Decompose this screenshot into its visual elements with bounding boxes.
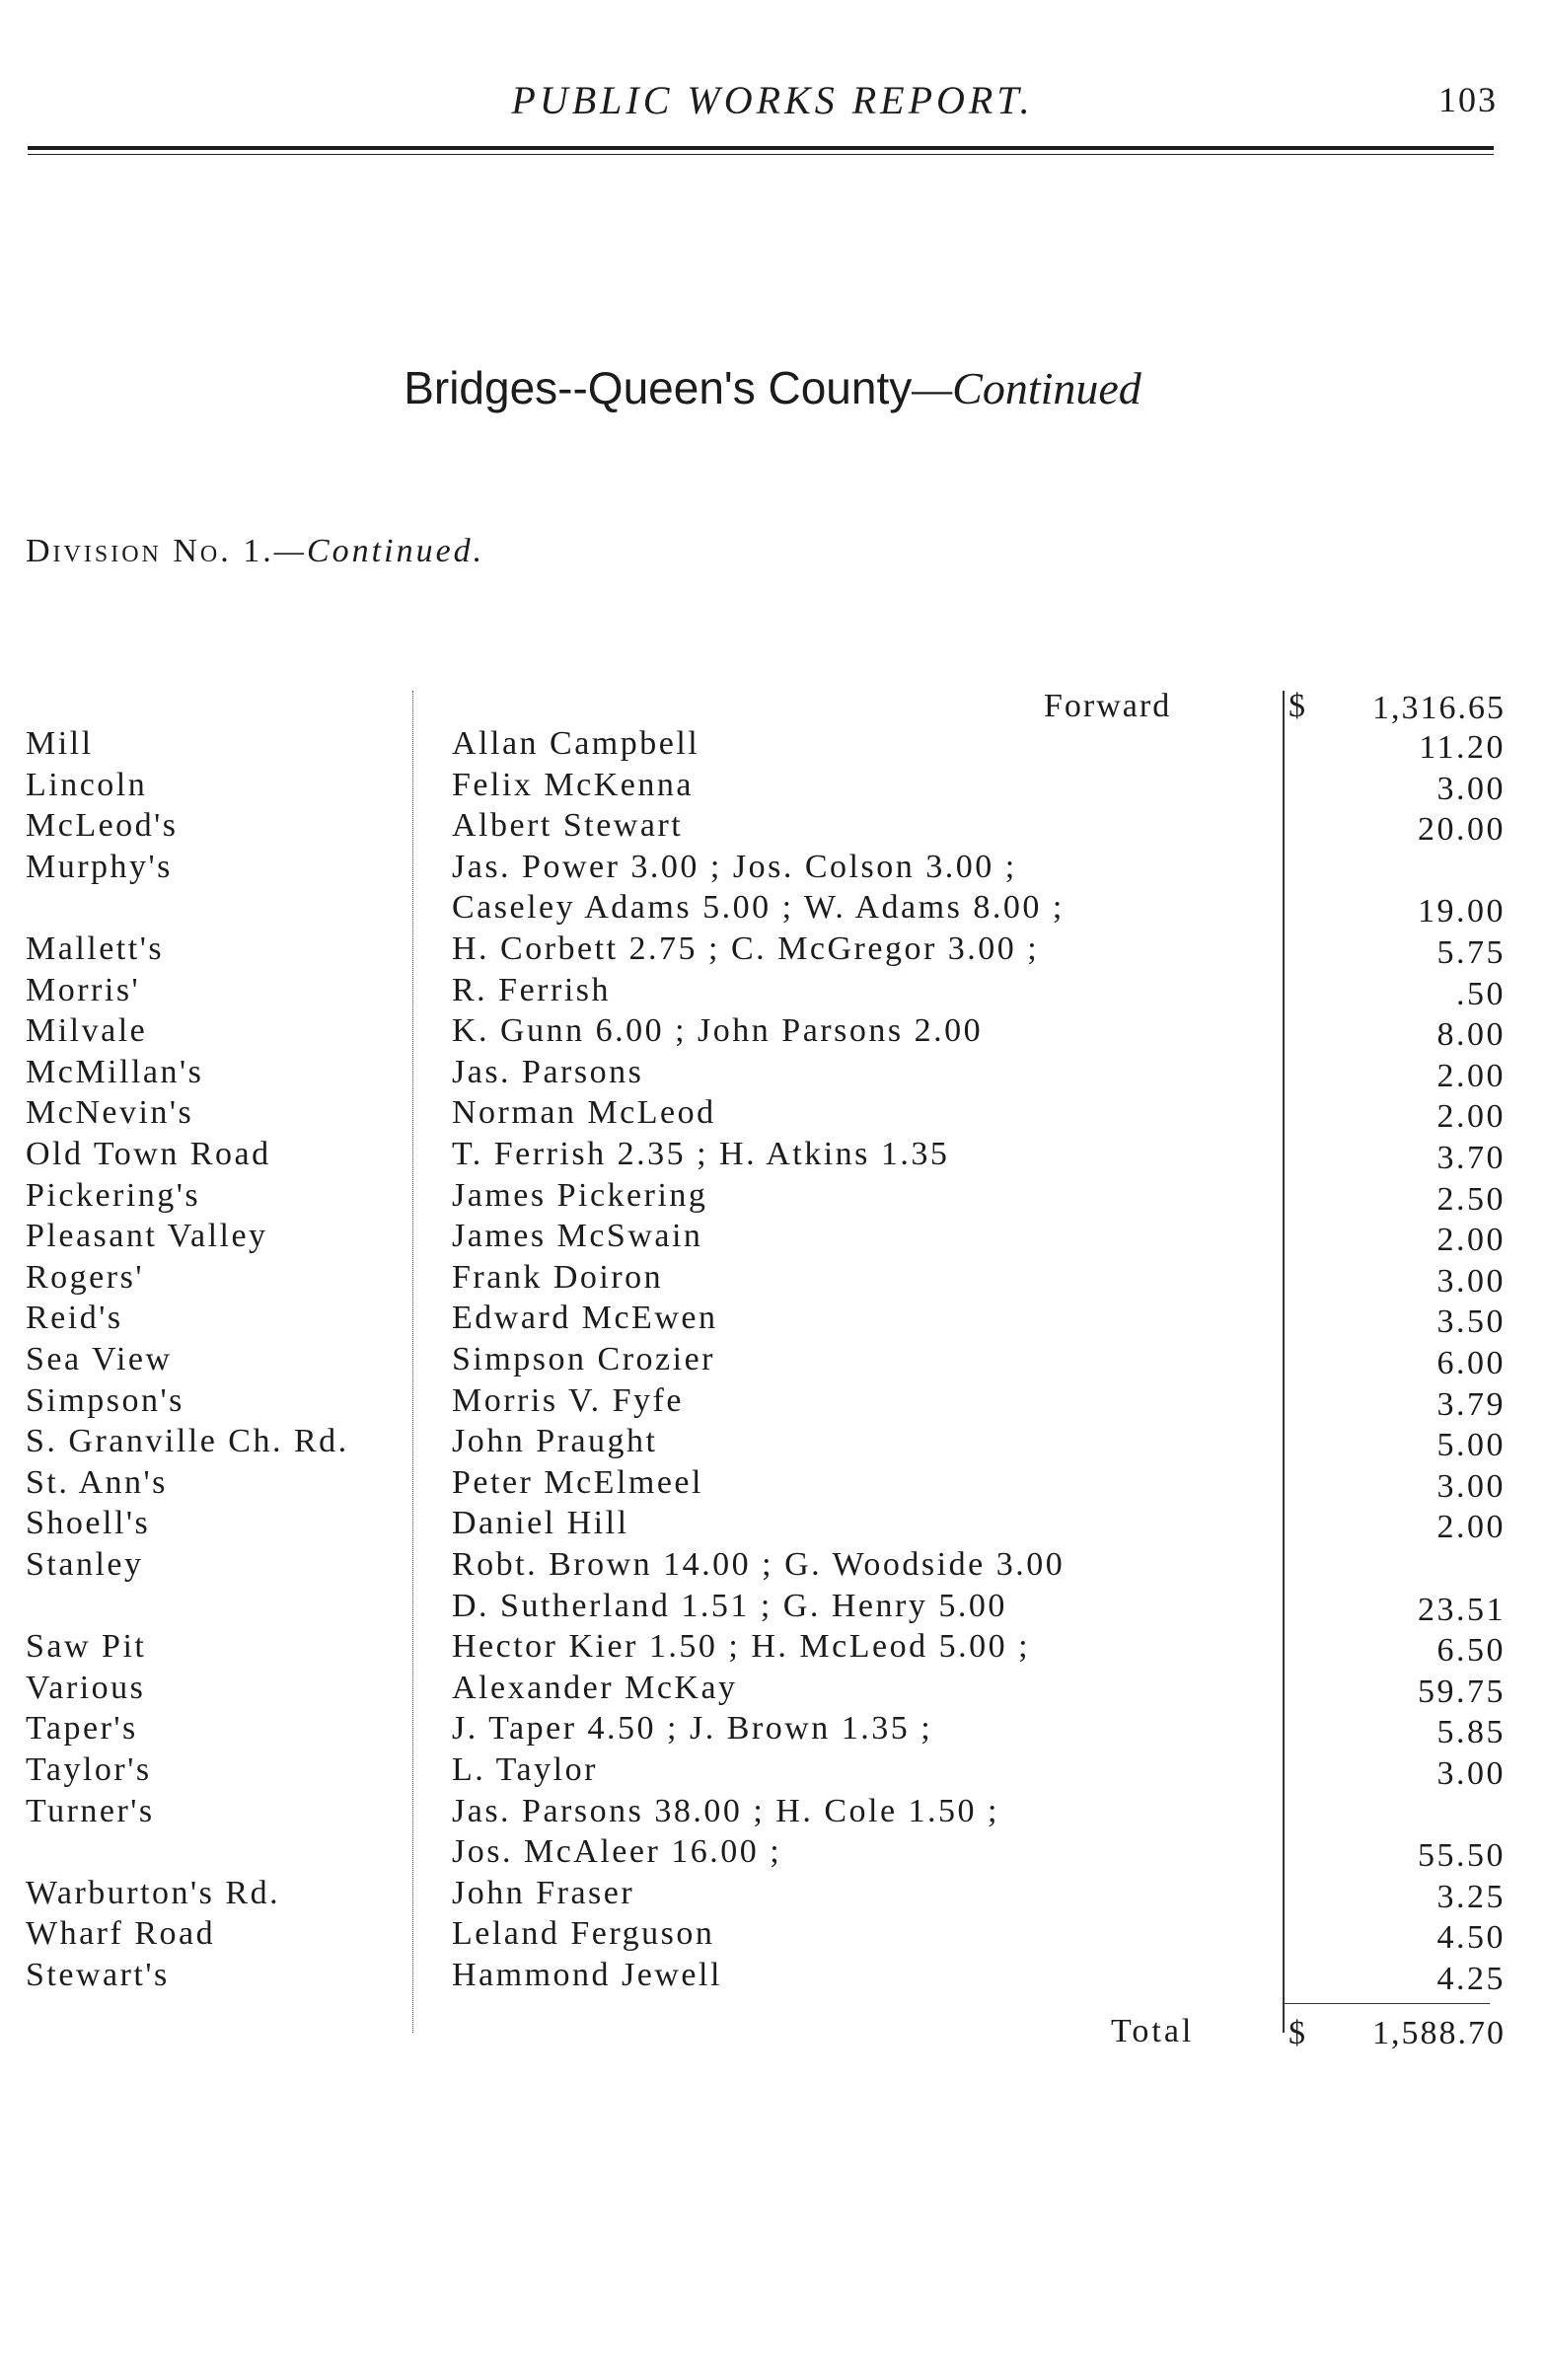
contractor-name: Robt. Brown 14.00 ; G. Woodside 3.00: [452, 1546, 1066, 1583]
bridge-name: Pleasant Valley: [26, 1218, 268, 1254]
bridge-name: Pickering's: [26, 1177, 201, 1214]
amount-value: 6.50: [1436, 1632, 1506, 1669]
contractor-name: Frank Doiron: [452, 1259, 664, 1296]
contractor-name: Felix McKenna: [452, 767, 694, 803]
contractor-name: Hector Kier 1.50 ; H. McLeod 5.00 ;: [452, 1628, 1031, 1665]
contractor-name: Daniel Hill: [452, 1505, 629, 1541]
contractor-name: John Praught: [452, 1423, 658, 1459]
amount-value: 23.51: [1418, 1592, 1506, 1628]
contractor-name: R. Ferrish: [452, 972, 611, 1008]
bridge-name: Morris': [26, 972, 141, 1008]
contractor-name: Hammond Jewell: [452, 1957, 722, 1993]
bridge-name: Saw Pit: [26, 1628, 147, 1665]
bridge-name: Turner's: [26, 1793, 155, 1829]
amount-column-divider: [1283, 691, 1285, 2033]
bridge-name: Milvale: [26, 1012, 148, 1049]
contractor-name: Jas. Parsons 38.00 ; H. Cole 1.50 ;: [452, 1793, 999, 1829]
bridge-name: Reid's: [26, 1300, 123, 1336]
bridge-name: Mallett's: [26, 930, 165, 967]
bridge-name: Taylor's: [26, 1751, 152, 1788]
forward-amount: 1,316.65: [1372, 690, 1506, 726]
contractor-name: Norman McLeod: [452, 1094, 716, 1131]
title-main: Bridges--Queen's County: [404, 362, 913, 413]
amount-value: 2.00: [1436, 1509, 1506, 1545]
bridge-name: Old Town Road: [26, 1136, 271, 1172]
amount-value: 2.50: [1436, 1181, 1506, 1218]
column-divider: [412, 691, 413, 2033]
amount-value: 5.75: [1436, 934, 1506, 971]
bridge-name: McNevin's: [26, 1094, 194, 1131]
bridge-name: Taper's: [26, 1710, 138, 1747]
amount-value: 4.50: [1436, 1919, 1506, 1956]
contractor-name: L. Taylor: [452, 1751, 598, 1788]
forward-label: Forward: [1044, 688, 1172, 724]
contractor-name: Jas. Parsons: [452, 1054, 644, 1090]
amount-value: 8.00: [1436, 1016, 1506, 1053]
bridge-name: Rogers': [26, 1259, 144, 1296]
contractor-name: Allan Campbell: [452, 725, 700, 762]
contractor-name: Simpson Crozier: [452, 1341, 715, 1377]
contractor-name: K. Gunn 6.00 ; John Parsons 2.00: [452, 1012, 984, 1049]
amount-value: 11.20: [1419, 729, 1506, 766]
amount-value: 19.00: [1418, 893, 1506, 930]
amount-value: 2.00: [1436, 1098, 1506, 1135]
forward-currency: $: [1288, 688, 1305, 724]
bridge-name: Wharf Road: [26, 1915, 216, 1952]
amount-value: 5.85: [1436, 1714, 1506, 1750]
amount-value: 3.79: [1436, 1386, 1506, 1423]
amount-value: 6.00: [1436, 1345, 1506, 1381]
total-rule: [1283, 2003, 1490, 2004]
total-currency: $: [1288, 2015, 1305, 2051]
title-continued: —Continued: [912, 363, 1141, 413]
amount-value: 3.00: [1436, 1468, 1506, 1505]
amount-value: .50: [1456, 976, 1506, 1012]
page-number: 103: [1438, 80, 1498, 119]
contractor-name: Morris V. Fyfe: [452, 1382, 684, 1419]
bridge-name: McMillan's: [26, 1054, 204, 1090]
bridge-name: Murphy's: [26, 849, 173, 885]
contractor-name: H. Corbett 2.75 ; C. McGregor 3.00 ;: [452, 930, 1040, 967]
bridge-name: Mill: [26, 725, 94, 762]
contractor-name: Peter McElmeel: [452, 1464, 703, 1501]
division-label: Division No. 1.: [26, 533, 274, 569]
total-amount: 1,588.70: [1372, 2015, 1506, 2051]
amount-value: 3.00: [1436, 771, 1506, 807]
contractor-name: Jos. McAleer 16.00 ;: [452, 1833, 782, 1870]
division-continued: —Continued.: [273, 533, 485, 569]
bridge-name: S. Granville Ch. Rd.: [26, 1423, 349, 1459]
amount-value: 3.70: [1436, 1140, 1506, 1176]
bridge-name: Shoell's: [26, 1505, 151, 1541]
bridge-name: McLeod's: [26, 807, 179, 844]
bridge-name: St. Ann's: [26, 1464, 168, 1501]
amount-value: 55.50: [1418, 1837, 1506, 1874]
contractor-name: J. Taper 4.50 ; J. Brown 1.35 ;: [452, 1710, 933, 1747]
bridge-name: Lincoln: [26, 767, 148, 803]
bridge-name: Simpson's: [26, 1382, 184, 1419]
amount-value: 3.00: [1436, 1755, 1506, 1792]
contractor-name: D. Sutherland 1.51 ; G. Henry 5.00: [452, 1588, 1007, 1624]
contractor-name: James Pickering: [452, 1177, 708, 1214]
contractor-name: Jas. Power 3.00 ; Jos. Colson 3.00 ;: [452, 849, 1017, 885]
bridge-name: Stanley: [26, 1546, 144, 1583]
contractor-name: Alexander McKay: [452, 1670, 738, 1706]
division-heading: [26, 533, 484, 570]
total-label: Total: [1111, 2013, 1195, 2049]
amount-value: 2.00: [1436, 1222, 1506, 1258]
amount-value: 20.00: [1418, 811, 1506, 848]
bridge-name: Various: [26, 1670, 146, 1706]
amount-value: 4.25: [1436, 1961, 1506, 1997]
amount-value: 3.50: [1436, 1303, 1506, 1340]
contractor-name: Caseley Adams 5.00 ; W. Adams 8.00 ;: [452, 889, 1065, 926]
bridge-name: Sea View: [26, 1341, 173, 1377]
page-title: [0, 361, 1545, 414]
amount-value: 3.00: [1436, 1263, 1506, 1300]
bridge-name: Stewart's: [26, 1957, 170, 1993]
running-title: PUBLIC WORKS REPORT.: [511, 78, 1034, 122]
contractor-name: James McSwain: [452, 1218, 703, 1254]
amount-value: 59.75: [1418, 1673, 1506, 1710]
contractor-name: Leland Ferguson: [452, 1915, 715, 1952]
amount-value: 2.00: [1436, 1058, 1506, 1094]
contractor-name: John Fraser: [452, 1875, 635, 1911]
bridge-name: Warburton's Rd.: [26, 1875, 281, 1911]
contractor-name: Edward McEwen: [452, 1300, 718, 1336]
header-rule: [28, 146, 1494, 155]
amount-value: 5.00: [1436, 1427, 1506, 1463]
amount-value: 3.25: [1436, 1879, 1506, 1915]
contractor-name: Albert Stewart: [452, 807, 684, 844]
contractor-name: T. Ferrish 2.35 ; H. Atkins 1.35: [452, 1136, 950, 1172]
